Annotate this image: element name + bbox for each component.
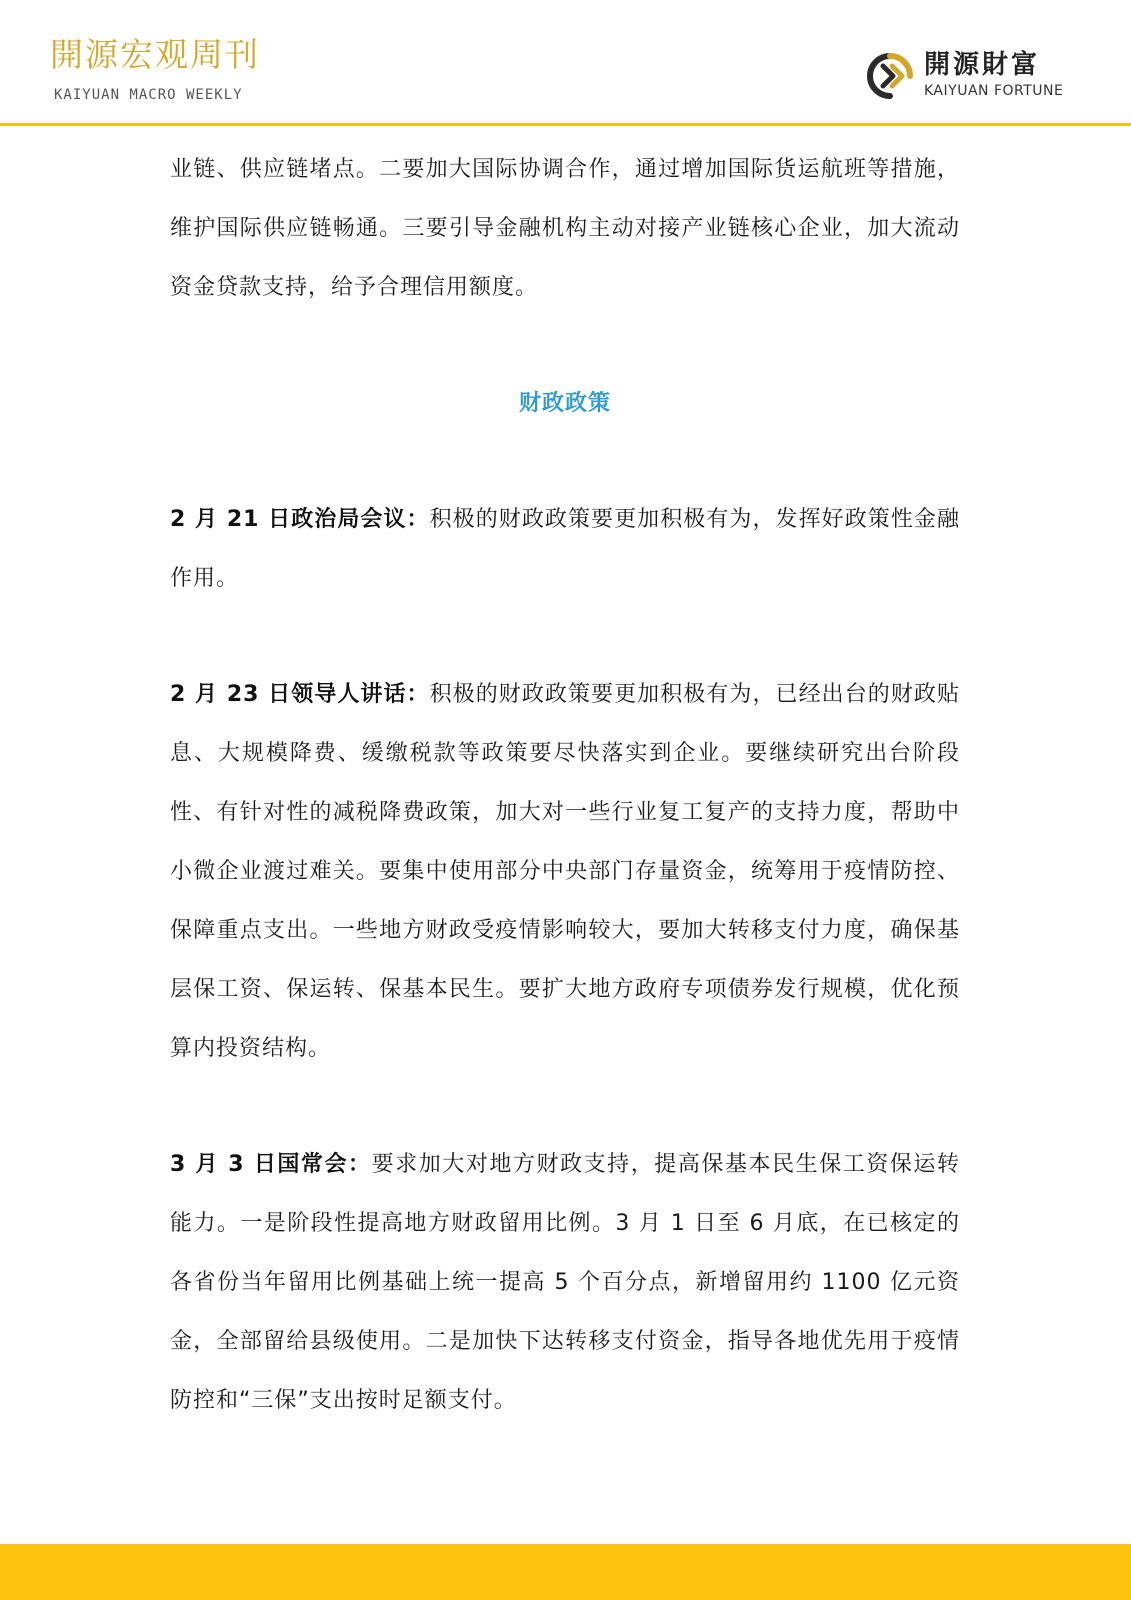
section-title: 财政政策: [518, 391, 611, 416]
spacer: [170, 608, 960, 665]
publication-subtitle: KAIYUAN MACRO WEEKLY: [54, 87, 243, 103]
logo-text-cn: 開源財富: [924, 50, 1041, 80]
footer-bar: [0, 1544, 1131, 1600]
policy-item: [170, 1135, 960, 1430]
policy-item-text: 积极的财政政策要更加积极有为，已经出台的财政贴息、大规模降费、缓缴税款等政策要尽快落实到企业。要继续研究出台阶段性、有针对性的减税降费政策，加大对一些行业复工复产的支持力度，帮助中小微企业渡过难关。要集中使用部分中央部门存量资金，统筹用于疫情防控、保障重点支出。一些地方财政受疫情影响较大，要加大转移支付力度，确保基层保工资、保运转、保基本民生。要扩大地方政府专项债券发行规模，优化预算内投资结构。: [170, 682, 960, 1061]
publication-title: 開源宏观周刊: [50, 35, 260, 74]
logo-text-en: KAIYUAN FORTUNE: [924, 83, 1064, 99]
policy-item-label: 2 月 21 日政治局会议：: [170, 507, 430, 532]
spacer: [170, 317, 960, 374]
spacer: [170, 1078, 960, 1135]
policy-item-text: 积极的财政政策要更加积极有为，发挥好政策性金融作用。: [170, 507, 960, 591]
policy-item-label: 2 月 23 日领导人讲话：: [170, 682, 430, 707]
company-logo: [866, 50, 1086, 106]
document-body: [170, 140, 960, 1430]
page-header: [0, 0, 1131, 126]
kaiyuan-logo-icon: [866, 52, 914, 100]
policy-item-text: 要求加大对地方财政支持，提高保基本民生保工资保运转能力。一是阶段性提高地方财政留用比例。3 月 1 日至 6 月底，在已核定的各省份当年留用比例基础上统一提高 5 个百分点，新增留用约 1100 亿元资金，全部留给县级使用。二是加快下达转移支付资金，指导各地优先用于疫情防控和“三保”支出按时足额支付。: [170, 1152, 960, 1413]
spacer: [170, 433, 960, 490]
header-divider: [0, 123, 1131, 126]
policy-item: [170, 665, 960, 1078]
intro-paragraph: 业链、供应链堵点。二要加大国际协调合作，通过增加国际货运航班等措施，维护国际供应链畅通。三要引导金融机构主动对接产业链核心企业，加大流动资金贷款支持，给予合理信用额度。: [170, 157, 960, 300]
policy-item: [170, 490, 960, 608]
policy-item-label: 3 月 3 日国常会：: [170, 1152, 372, 1177]
